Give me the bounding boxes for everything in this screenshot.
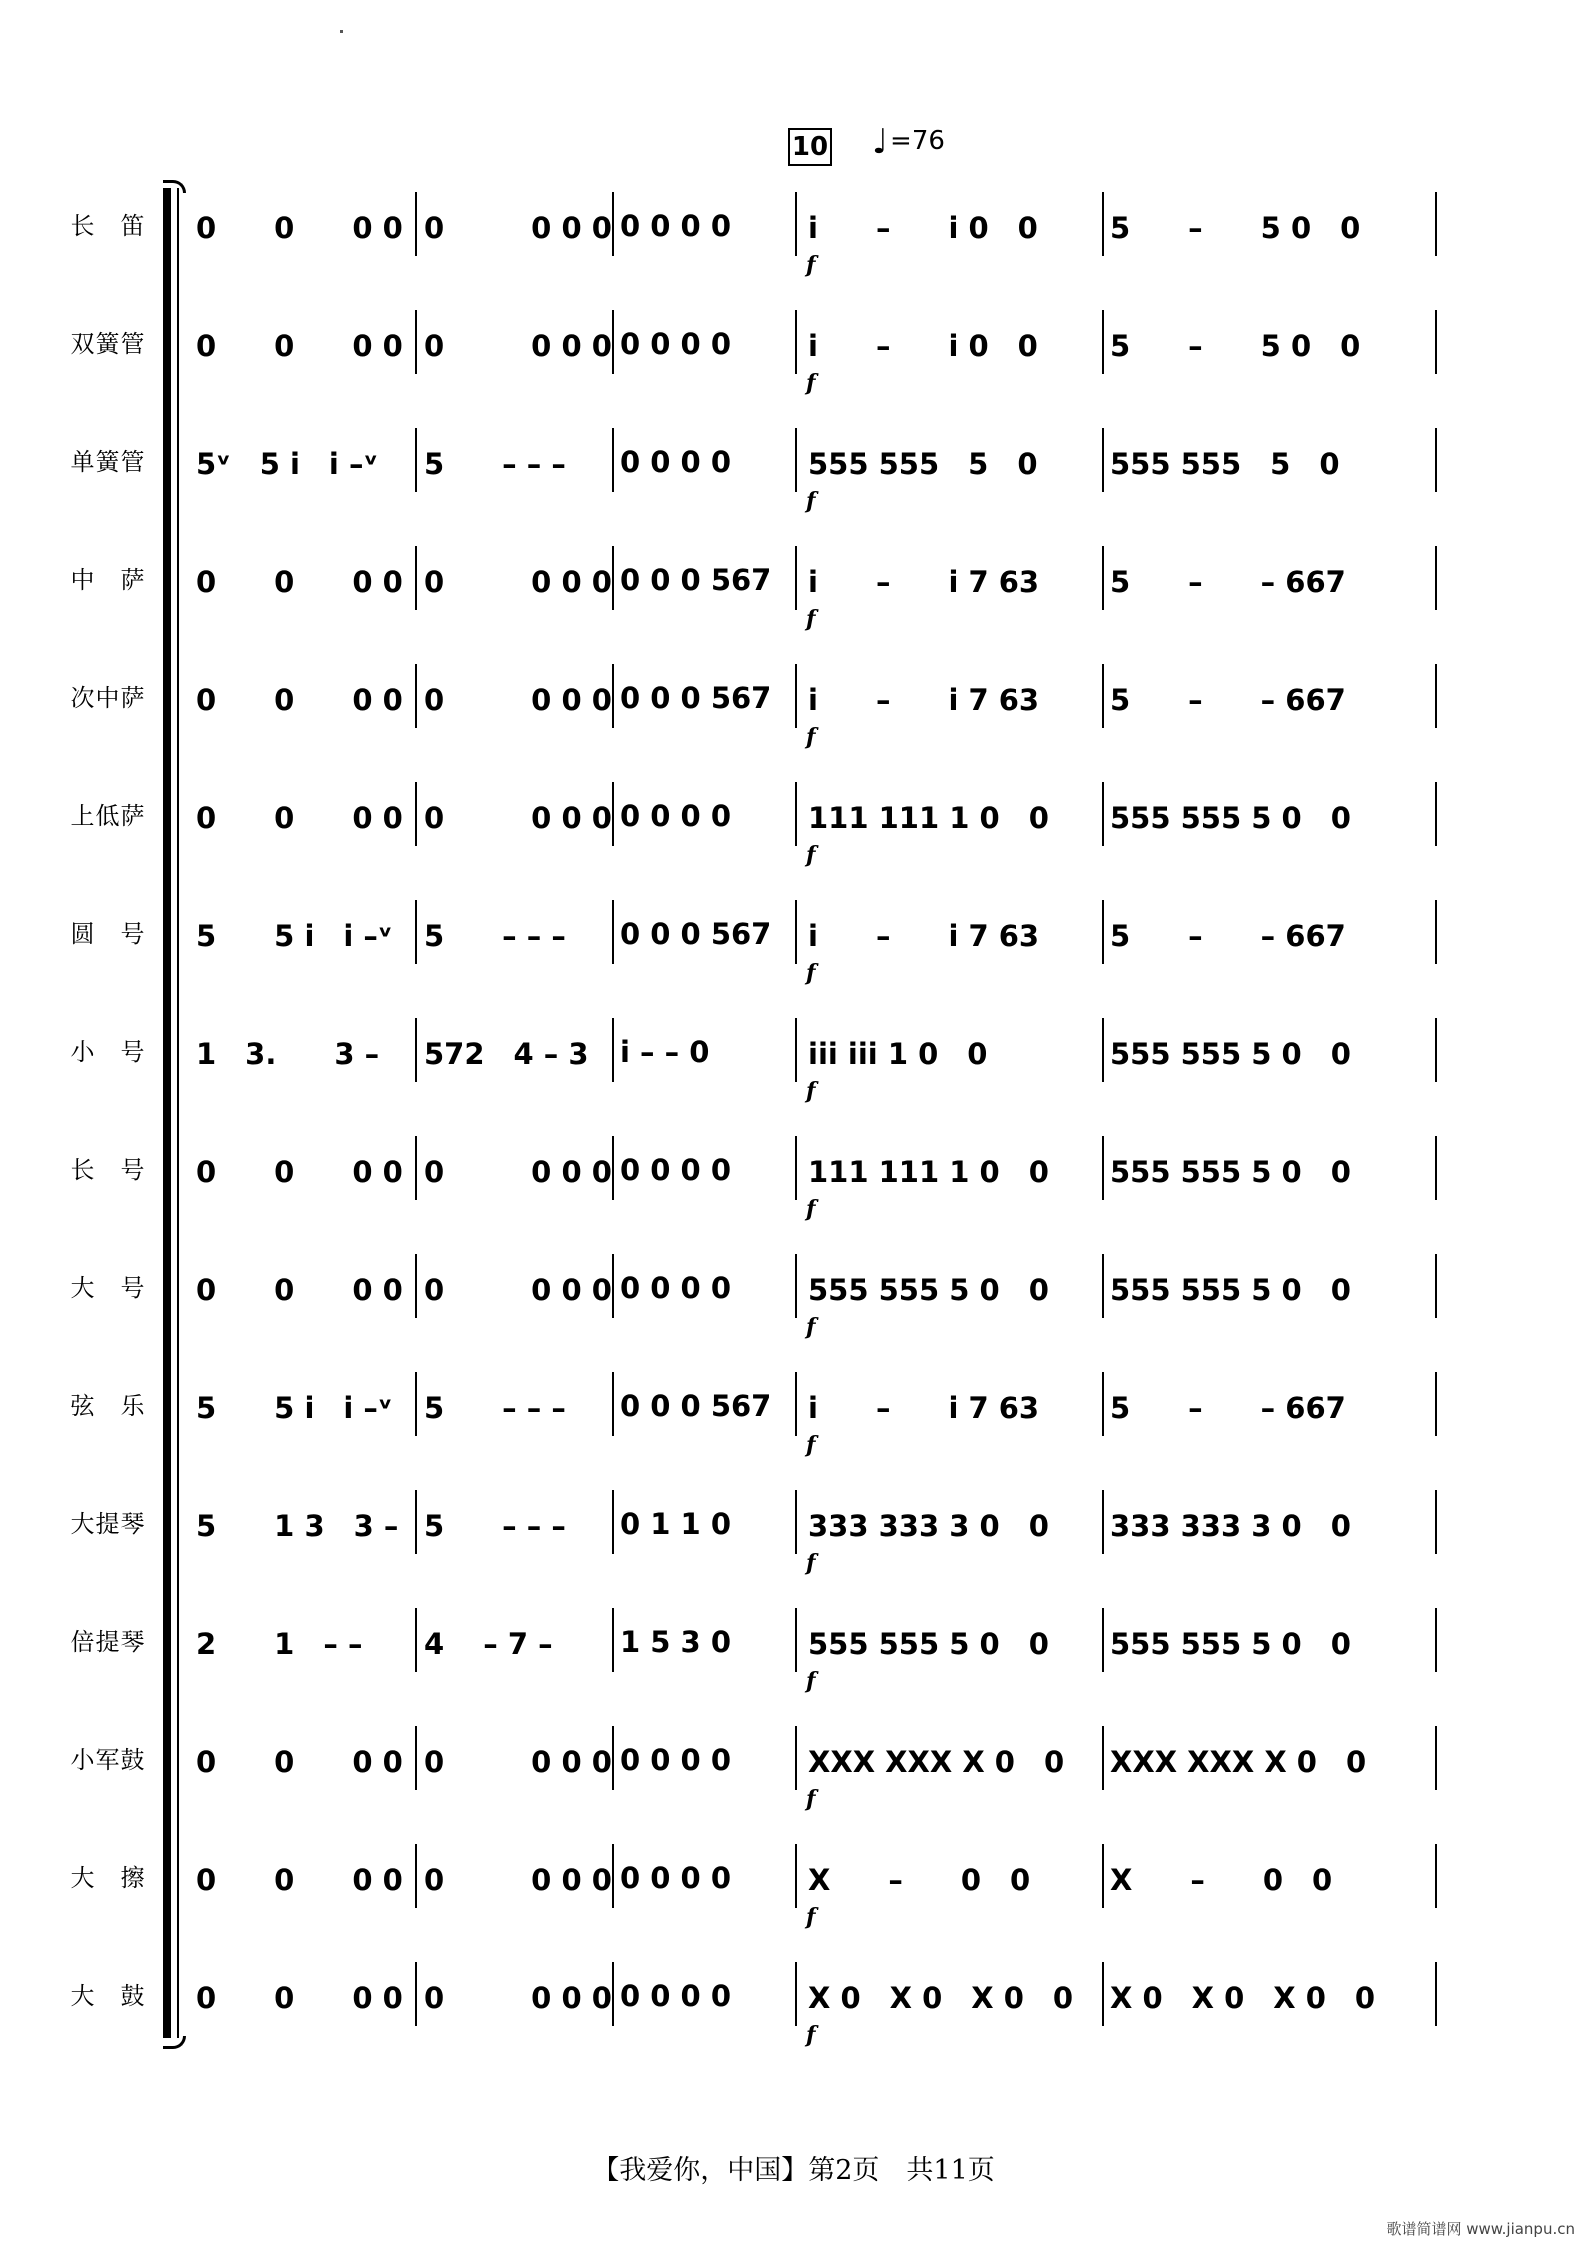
measure-3: 0 0 0 0 <box>620 209 732 243</box>
barline <box>612 1962 614 2026</box>
measure-1: 0 0 0 0 <box>196 1744 403 1779</box>
staff-row <box>0 414 1587 532</box>
barline <box>1435 1608 1437 1672</box>
staff-row <box>0 1240 1587 1358</box>
measure-5: XXX XXX X 0 0 <box>1110 1744 1367 1779</box>
measure-5: 5 – – 667 <box>1110 682 1346 717</box>
barline <box>1435 1844 1437 1908</box>
measure-3: 0 0 0 0 <box>620 327 732 361</box>
measure-3: 1 5 3 0 <box>620 1625 732 1659</box>
staff-row <box>0 1948 1587 2066</box>
barline <box>795 664 797 728</box>
instrument-label: 单簧管 <box>70 448 146 476</box>
barline <box>1435 192 1437 256</box>
barline <box>612 192 614 256</box>
barline <box>795 1372 797 1436</box>
staff-row <box>0 650 1587 768</box>
measure-5: 555 555 5 0 0 <box>1110 1272 1351 1307</box>
barline <box>1435 1726 1437 1790</box>
measure-2: 5 – – – <box>424 1508 566 1543</box>
instrument-label: 大 擦 <box>70 1864 146 1892</box>
barline <box>612 1018 614 1082</box>
barline <box>415 1136 417 1200</box>
staff-row <box>0 178 1587 296</box>
measure-3: 0 0 0 0 <box>620 1861 732 1895</box>
measure-1: 0 0 0 0 <box>196 1272 403 1307</box>
measure-4: 555 555 5 0 0 <box>808 1272 1049 1307</box>
barline <box>415 310 417 374</box>
measure-5: 5 – – 667 <box>1110 1390 1346 1425</box>
measure-2: 0 0 0 0 <box>424 1154 612 1189</box>
barline <box>1102 1962 1104 2026</box>
barline <box>1102 664 1104 728</box>
measure-2: 0 0 0 0 <box>424 210 612 245</box>
barline <box>795 782 797 846</box>
staff-row <box>0 768 1587 886</box>
barline <box>795 428 797 492</box>
instrument-label: 小 号 <box>70 1038 146 1066</box>
barline <box>612 1726 614 1790</box>
measure-3: 0 0 0 567 <box>620 681 772 715</box>
barline <box>795 1018 797 1082</box>
barline <box>1435 900 1437 964</box>
measure-5: X – 0 0 <box>1110 1862 1333 1897</box>
measure-3: 0 0 0 0 <box>620 1743 732 1777</box>
measure-4: X – 0 0 <box>808 1862 1031 1897</box>
dynamic-marking: f <box>806 1196 816 1222</box>
barline <box>1435 310 1437 374</box>
measure-1: 5 5 i i –ᵛ <box>196 918 393 953</box>
barline <box>1435 1490 1437 1554</box>
barline <box>415 1962 417 2026</box>
measure-2: 0 0 0 0 <box>424 564 612 599</box>
barline <box>795 1254 797 1318</box>
page-dot <box>340 30 343 33</box>
barline <box>1102 1608 1104 1672</box>
measure-2: 5 – – – <box>424 446 566 481</box>
barline <box>415 1608 417 1672</box>
barline <box>415 546 417 610</box>
dynamic-marking: f <box>806 488 816 514</box>
barline <box>795 900 797 964</box>
measure-1: 5ᵛ 5 i i –ᵛ <box>196 446 378 481</box>
instrument-label: 中 萨 <box>70 566 146 594</box>
dynamic-marking: f <box>806 724 816 750</box>
dynamic-marking: f <box>806 1786 816 1812</box>
barline <box>612 900 614 964</box>
watermark: 歌谱简谱网 www.jianpu.cn <box>1386 2220 1575 2238</box>
quarter-note-icon: ♩ <box>872 122 889 162</box>
measure-2: 4 – 7 – <box>424 1626 553 1661</box>
measure-3: 0 0 0 567 <box>620 1389 772 1423</box>
barline <box>415 192 417 256</box>
barline <box>1102 1018 1104 1082</box>
measure-3: 0 0 0 0 <box>620 445 732 479</box>
barline <box>415 1254 417 1318</box>
instrument-label: 长 笛 <box>70 212 146 240</box>
barline <box>1102 1490 1104 1554</box>
barline <box>612 1844 614 1908</box>
staff-row <box>0 1712 1587 1830</box>
barline <box>612 1254 614 1318</box>
dynamic-marking: f <box>806 1550 816 1576</box>
measure-2: 0 0 0 0 <box>424 328 612 363</box>
measure-5: 5 – – 667 <box>1110 918 1346 953</box>
barline <box>415 1726 417 1790</box>
barline <box>795 546 797 610</box>
barline <box>415 428 417 492</box>
barline <box>1435 1018 1437 1082</box>
staff-row <box>0 296 1587 414</box>
measure-5: 333 333 3 0 0 <box>1110 1508 1351 1543</box>
measure-4: i – i 0 0 <box>808 328 1038 363</box>
measure-4: i – i 7 63 <box>808 564 1040 599</box>
barline <box>415 1490 417 1554</box>
instrument-label: 圆 号 <box>70 920 146 948</box>
barline <box>1102 428 1104 492</box>
dynamic-marking: f <box>806 2022 816 2048</box>
tempo-marking <box>872 122 945 162</box>
measure-4: 111 111 1 0 0 <box>808 800 1049 835</box>
measure-5: 555 555 5 0 0 <box>1110 800 1351 835</box>
staff-row <box>0 1122 1587 1240</box>
measure-4: 111 111 1 0 0 <box>808 1154 1049 1189</box>
measure-3: 0 1 1 0 <box>620 1507 732 1541</box>
measure-5: 5 – 5 0 0 <box>1110 210 1361 245</box>
barline <box>1102 546 1104 610</box>
measure-1: 0 0 0 0 <box>196 210 403 245</box>
instrument-label: 次中萨 <box>70 684 146 712</box>
barline <box>612 1490 614 1554</box>
measure-5: 555 555 5 0 <box>1110 446 1340 481</box>
measure-1: 5 1 3 3 – <box>196 1508 399 1543</box>
instrument-label: 倍提琴 <box>70 1628 146 1656</box>
measure-3: 0 0 0 0 <box>620 1979 732 2013</box>
instrument-label: 大 号 <box>70 1274 146 1302</box>
measure-5: 5 – 5 0 0 <box>1110 328 1361 363</box>
barline <box>1102 782 1104 846</box>
measure-5: 555 555 5 0 0 <box>1110 1626 1351 1661</box>
measure-2: 5 – – – <box>424 918 566 953</box>
measure-4: i – i 0 0 <box>808 210 1038 245</box>
measure-5: 555 555 5 0 0 <box>1110 1036 1351 1071</box>
barline <box>612 1136 614 1200</box>
measure-4: i – i 7 63 <box>808 918 1040 953</box>
measure-1: 0 0 0 0 <box>196 800 403 835</box>
dynamic-marking: f <box>806 1314 816 1340</box>
barline <box>795 192 797 256</box>
measure-1: 0 0 0 0 <box>196 564 403 599</box>
barline <box>415 1372 417 1436</box>
barline <box>1435 1254 1437 1318</box>
barline <box>1102 1254 1104 1318</box>
measure-1: 0 0 0 0 <box>196 682 403 717</box>
measure-5: X 0 X 0 X 0 0 <box>1110 1980 1376 2015</box>
barline <box>612 1608 614 1672</box>
measure-2: 0 0 0 0 <box>424 1744 612 1779</box>
dynamic-marking: f <box>806 1668 816 1694</box>
measure-4: 555 555 5 0 0 <box>808 1626 1049 1661</box>
instrument-label: 长 号 <box>70 1156 146 1184</box>
instrument-label: 双簧管 <box>70 330 146 358</box>
staff-row <box>0 1830 1587 1948</box>
dynamic-marking: f <box>806 960 816 986</box>
staff-row <box>0 532 1587 650</box>
barline <box>1102 1372 1104 1436</box>
barline <box>612 664 614 728</box>
measure-4: 555 555 5 0 <box>808 446 1038 481</box>
measure-2: 0 0 0 0 <box>424 682 612 717</box>
measure-1: 2 1 – – <box>196 1626 363 1661</box>
staff-row <box>0 1594 1587 1712</box>
measure-3: 0 0 0 0 <box>620 799 732 833</box>
page-footer: 【我爱你，中国】第2页 共11页 <box>592 2155 995 2186</box>
barline <box>1435 782 1437 846</box>
barline <box>1435 428 1437 492</box>
barline <box>795 1490 797 1554</box>
barline <box>1102 900 1104 964</box>
barline <box>415 1844 417 1908</box>
barline <box>795 1962 797 2026</box>
barline <box>1102 192 1104 256</box>
measure-2: 5 – – – <box>424 1390 566 1425</box>
measure-3: 0 0 0 567 <box>620 917 772 951</box>
measure-1: 0 0 0 0 <box>196 1154 403 1189</box>
measure-4: i – i 7 63 <box>808 1390 1040 1425</box>
barline <box>415 782 417 846</box>
staff-row <box>0 1004 1587 1122</box>
barline <box>1435 1372 1437 1436</box>
barline <box>1102 1726 1104 1790</box>
dynamic-marking: f <box>806 606 816 632</box>
barline <box>612 428 614 492</box>
rehearsal-mark: 10 <box>788 128 832 166</box>
barline <box>795 1844 797 1908</box>
barline <box>1435 1136 1437 1200</box>
barline <box>415 664 417 728</box>
measure-3: 0 0 0 0 <box>620 1153 732 1187</box>
measure-1: 1 3. 3 – <box>196 1036 380 1071</box>
measure-1: 5 5 i i –ᵛ <box>196 1390 393 1425</box>
barline <box>795 1136 797 1200</box>
measure-5: 555 555 5 0 0 <box>1110 1154 1351 1189</box>
measure-2: 0 0 0 0 <box>424 1272 612 1307</box>
barline <box>1102 1844 1104 1908</box>
dynamic-marking: f <box>806 370 816 396</box>
instrument-label: 小军鼓 <box>70 1746 146 1774</box>
barline <box>415 1018 417 1082</box>
barline <box>1435 1962 1437 2026</box>
measure-4: i – i 7 63 <box>808 682 1040 717</box>
measure-1: 0 0 0 0 <box>196 328 403 363</box>
instrument-label: 大 鼓 <box>70 1982 146 2010</box>
barline <box>612 310 614 374</box>
barline <box>795 1726 797 1790</box>
measure-2: 0 0 0 0 <box>424 1862 612 1897</box>
barline <box>1435 546 1437 610</box>
barline <box>1102 1136 1104 1200</box>
measure-2: 0 0 0 0 <box>424 1980 612 2015</box>
dynamic-marking: f <box>806 252 816 278</box>
barline <box>612 1372 614 1436</box>
barline <box>1102 310 1104 374</box>
measure-3: 0 0 0 0 <box>620 1271 732 1305</box>
measure-3: 0 0 0 567 <box>620 563 772 597</box>
barline <box>415 900 417 964</box>
measure-2: 572 4 – 3 <box>424 1036 589 1071</box>
tempo-value: =76 <box>890 126 945 156</box>
staff-row <box>0 886 1587 1004</box>
instrument-label: 大提琴 <box>70 1510 146 1538</box>
barline <box>612 782 614 846</box>
barline <box>612 546 614 610</box>
measure-4: 333 333 3 0 0 <box>808 1508 1049 1543</box>
measure-2: 0 0 0 0 <box>424 800 612 835</box>
dynamic-marking: f <box>806 842 816 868</box>
instrument-label: 弦 乐 <box>70 1392 146 1420</box>
measure-1: 0 0 0 0 <box>196 1862 403 1897</box>
measure-5: 5 – – 667 <box>1110 564 1346 599</box>
staff-row <box>0 1358 1587 1476</box>
dynamic-marking: f <box>806 1432 816 1458</box>
measure-4: X 0 X 0 X 0 0 <box>808 1980 1074 2015</box>
measure-4: XXX XXX X 0 0 <box>808 1744 1065 1779</box>
barline <box>1435 664 1437 728</box>
dynamic-marking: f <box>806 1904 816 1930</box>
staff-row <box>0 1476 1587 1594</box>
dynamic-marking: f <box>806 1078 816 1104</box>
measure-1: 0 0 0 0 <box>196 1980 403 2015</box>
instrument-label: 上低萨 <box>70 802 146 830</box>
measure-4: iii iii 1 0 0 <box>808 1036 988 1071</box>
barline <box>795 310 797 374</box>
barline <box>795 1608 797 1672</box>
measure-3: i – – 0 <box>620 1035 710 1069</box>
